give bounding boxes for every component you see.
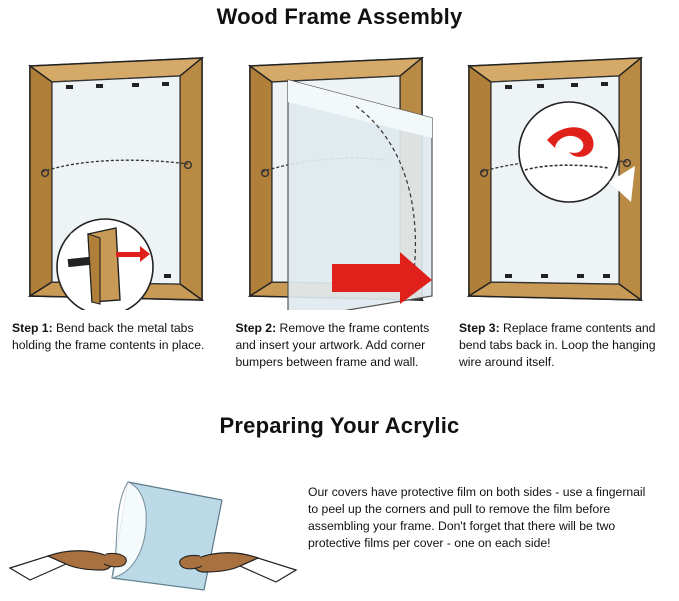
frame-step2-illustration: [236, 52, 444, 310]
step-3: [459, 52, 667, 371]
step-2-text: Remove the frame contents and insert your artwork. Add corner bumpers between frame and wall.: [235, 321, 430, 369]
page-title-assembly: Wood Frame Assembly: [216, 4, 463, 29]
step-3-caption: [459, 320, 667, 371]
step-2: [236, 52, 444, 371]
frame-step1-illustration: [12, 52, 220, 310]
frame-step3-illustration: [459, 52, 667, 310]
step-1-label: Step 1:: [12, 321, 53, 335]
acrylic-section: [0, 452, 679, 592]
steps-row: [0, 52, 679, 371]
acrylic-instructions-text: Our covers have protective film on both sides - use a fingernail to peel up the corners and pull to remove the film before assembling your frame. Don't forget that there will be two protective films per cover - one on each side!: [308, 485, 646, 550]
page-title-acrylic: Preparing Your Acrylic: [219, 413, 460, 438]
step-1: [12, 52, 220, 371]
step-3-text: Replace frame contents and bend tabs back in. Loop the hanging wire around itself.: [459, 321, 656, 369]
step-1-caption: [12, 320, 220, 354]
step-2-caption: [236, 320, 444, 371]
step-1-text: Bend back the metal tabs holding the frame contents in place.: [12, 321, 205, 352]
step-2-label: Step 2:: [235, 321, 277, 335]
step-3-label: Step 3:: [459, 321, 500, 335]
acrylic-peel-illustration: [8, 452, 298, 592]
